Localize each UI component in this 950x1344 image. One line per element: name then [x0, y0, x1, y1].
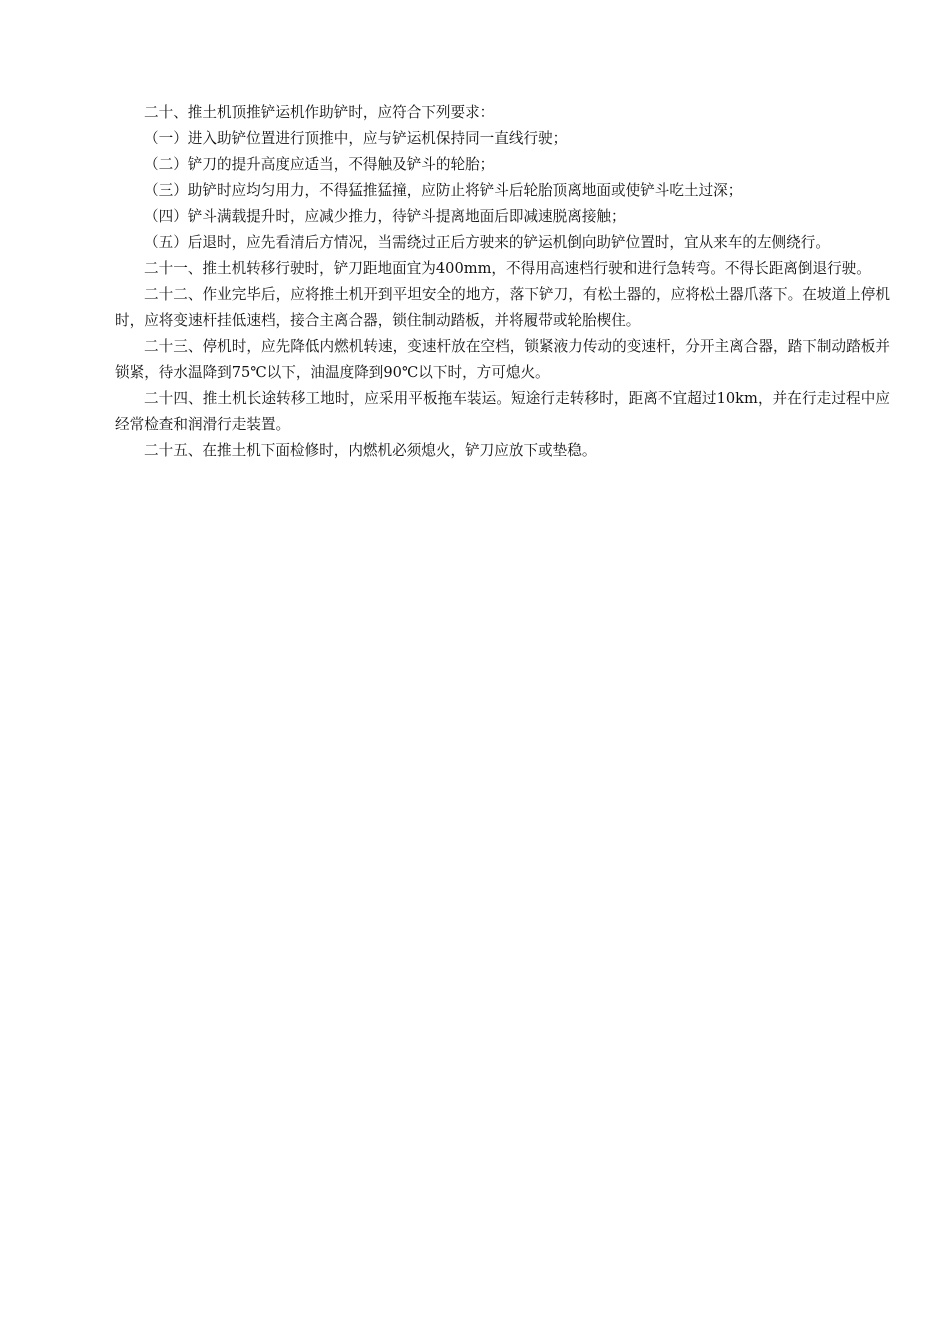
paragraph-23: 二十三、停机时，应先降低内燃机转速，变速杆放在空档，锁紧液力传动的变速杆，分开主离合器，踏下制动踏板并锁紧，待水温降到75℃以下，油温度降到90℃以下时，方可熄火。 — [115, 338, 890, 381]
paragraph-20-item-4: （四）铲斗满载提升时，应减少推力，待铲斗提离地面后即减速脱离接触； — [144, 208, 626, 225]
document-body — [115, 100, 890, 464]
paragraph-24: 二十四、推土机长途转移工地时，应采用平板拖车装运。短途行走转移时，距离不宜超过10km，并在行走过程中应经常检查和润滑行走装置。 — [115, 390, 890, 433]
paragraph-25: 二十五、在推土机下面检修时，内燃机必须熄火，铲刀应放下或垫稳。 — [144, 442, 597, 459]
paragraph-21: 二十一、推土机转移行驶时，铲刀距地面宜为400mm，不得用高速档行驶和进行急转弯。不得长距离倒退行驶。 — [144, 260, 871, 277]
paragraph-20-item-5: （五）后退时，应先看清后方情况，当需绕过正后方驶来的铲运机倒向助铲位置时，宜从来车的左侧绕行。 — [144, 234, 830, 251]
paragraph-20-item-1: （一）进入助铲位置进行顶推中，应与铲运机保持同一直线行驶； — [144, 130, 568, 147]
paragraph-20-item-3: （三）助铲时应均匀用力，不得猛推猛撞，应防止将铲斗后轮胎顶离地面或使铲斗吃土过深； — [144, 182, 743, 199]
paragraph-20-item-2: （二）铲刀的提升高度应适当，不得触及铲斗的轮胎； — [144, 156, 495, 173]
paragraph-22: 二十二、作业完毕后，应将推土机开到平坦安全的地方，落下铲刀，有松土器的，应将松土器爪落下。在坡道上停机时，应将变速杆挂低速档，接合主离合器，锁住制动踏板，并将履带或轮胎楔住。 — [115, 286, 890, 329]
paragraph-20: 二十、推土机顶推铲运机作助铲时，应符合下列要求： — [144, 104, 495, 121]
